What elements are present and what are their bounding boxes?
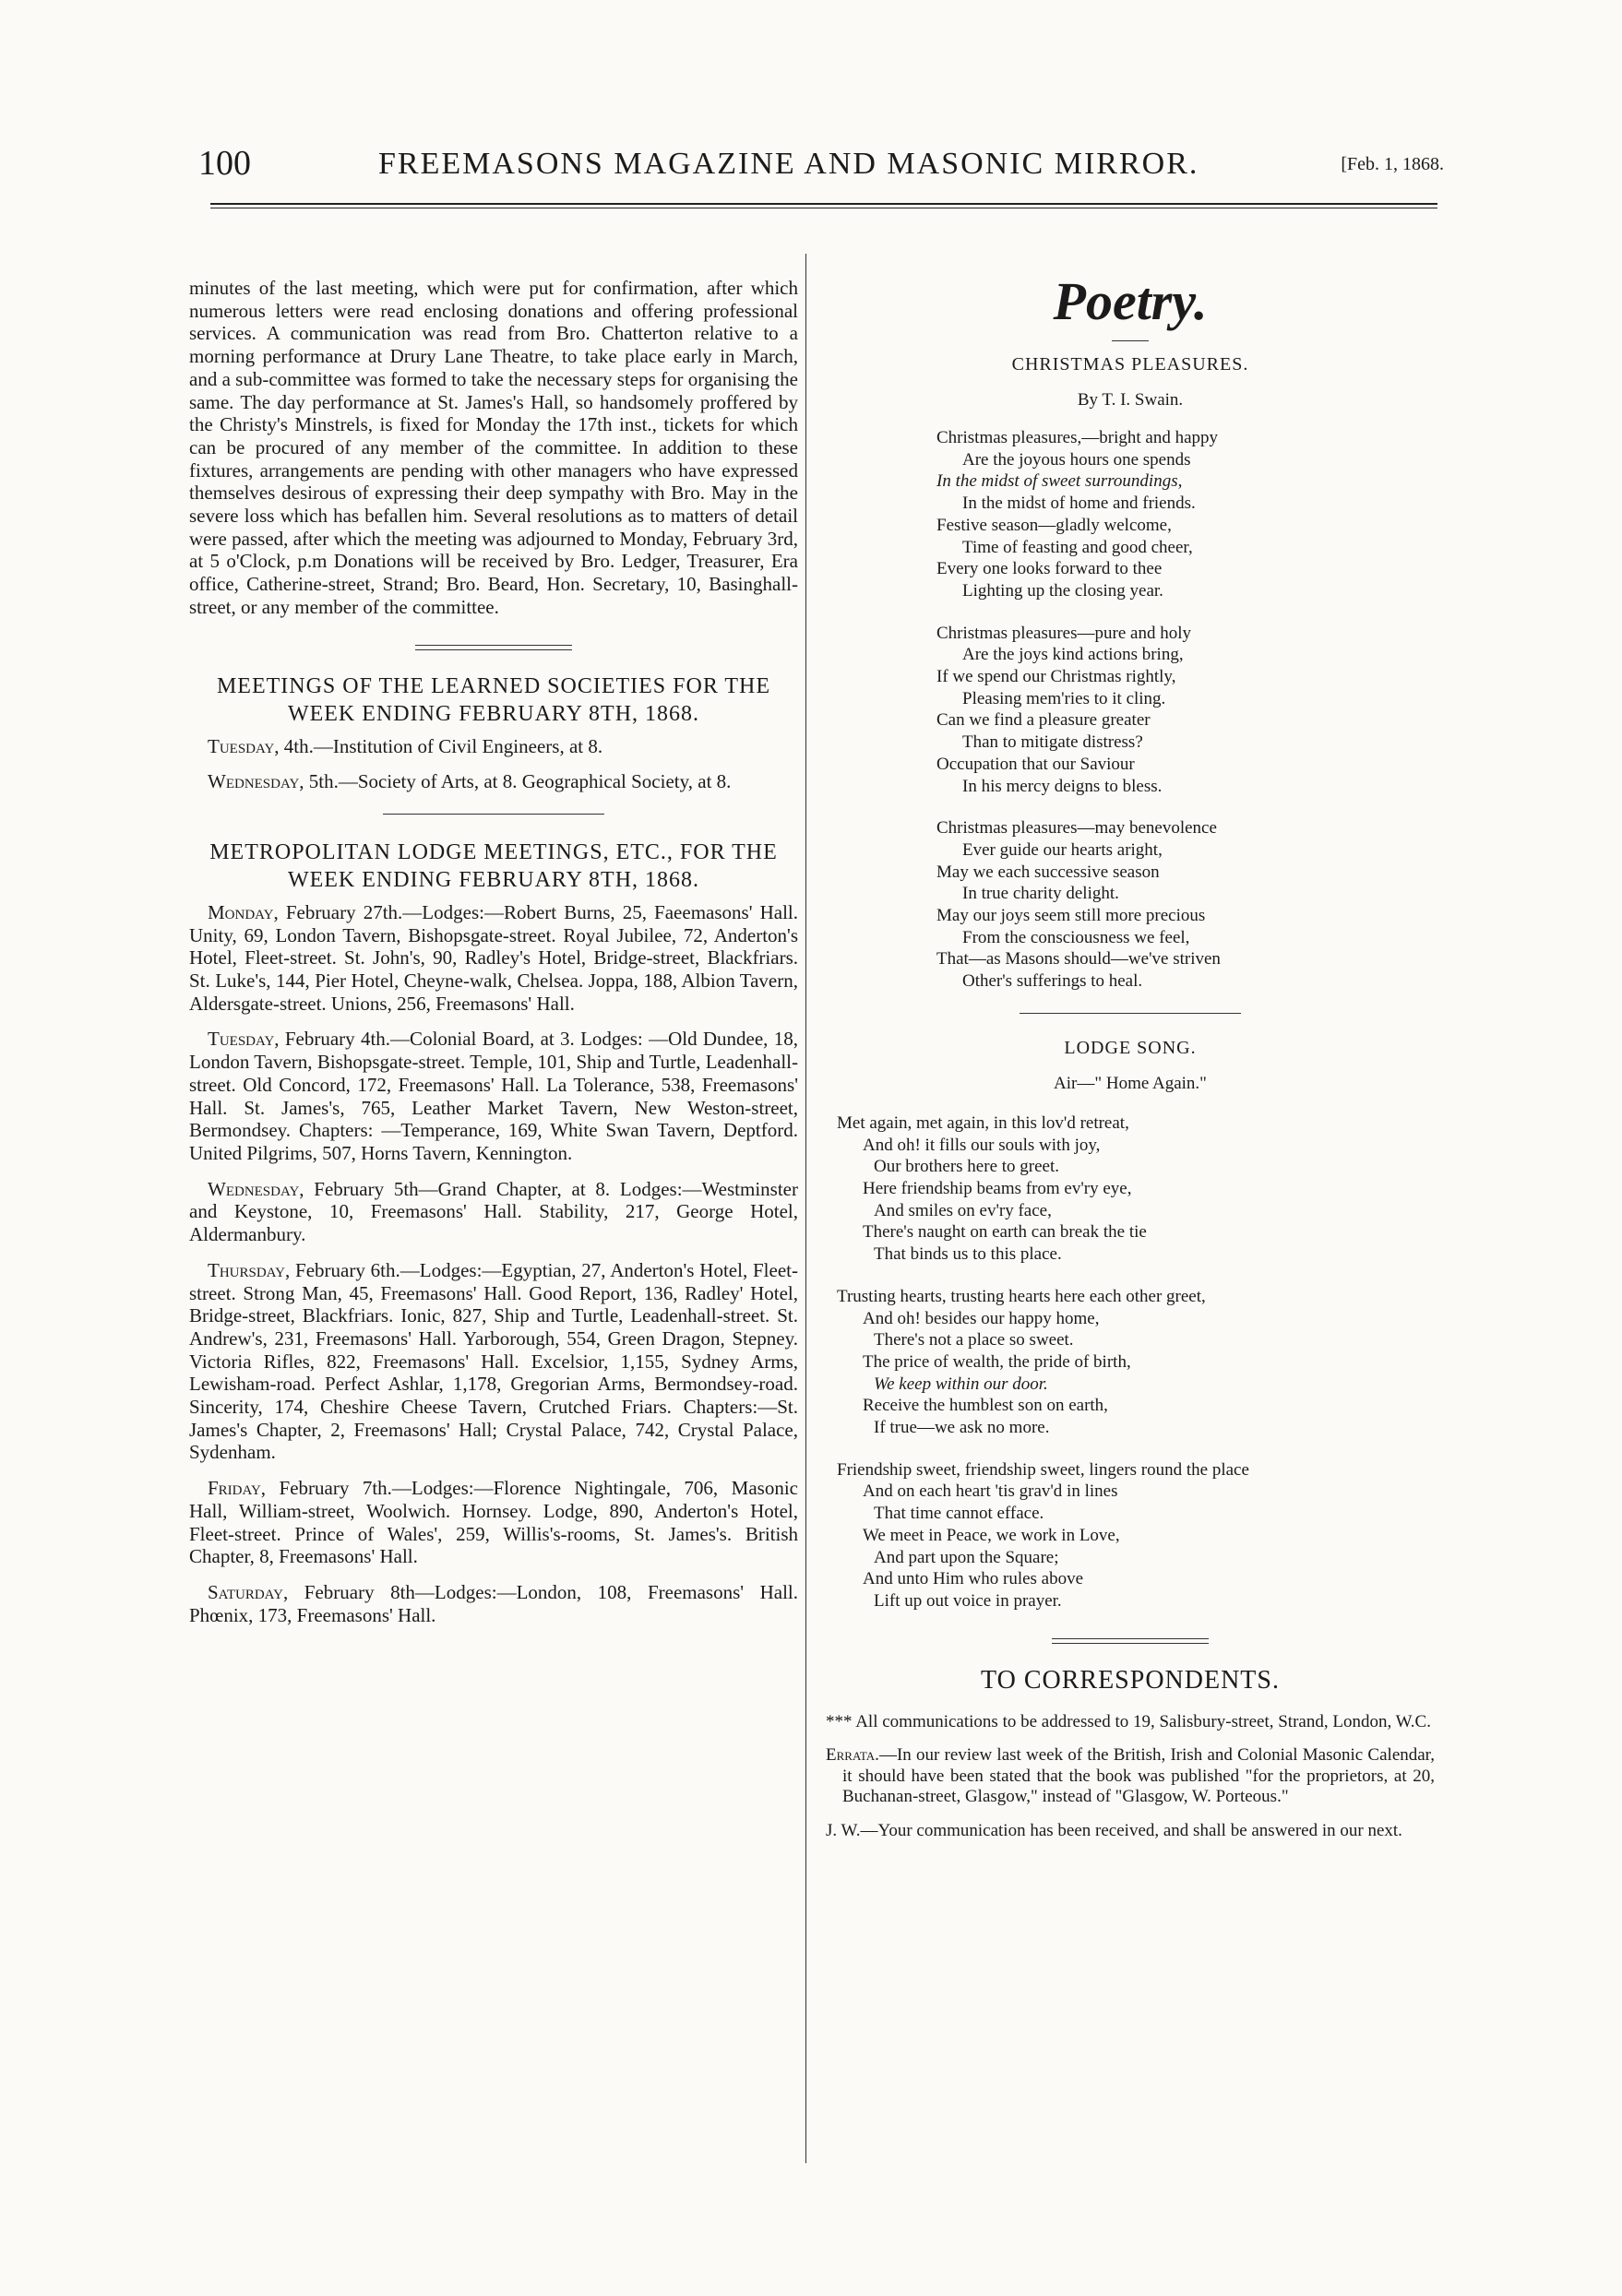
- poem-line: The price of wealth, the pride of birth,: [863, 1351, 1131, 1372]
- poem-line: In the midst of home and friends.: [962, 494, 1196, 514]
- poem-line: Than to mitigate distress?: [962, 732, 1143, 753]
- learned-societies-title: MEETINGS OF THE LEARNED SOCIETIES FOR THE WEEK ENDING FEBRUARY 8TH, 1868.: [216, 673, 771, 726]
- poem-line: And smiles on ev'ry face,: [874, 1200, 1052, 1220]
- poem-line: Ever guide our hearts aright,: [962, 839, 1163, 860]
- note-text: —Your communication has been received, and shall be answered in our next.: [860, 1820, 1402, 1840]
- stanza: [826, 1112, 1435, 1266]
- poem-author: By T. I. Swain.: [1077, 390, 1184, 410]
- page-number: 100: [198, 144, 251, 183]
- day-label: Tuesday,: [208, 1028, 280, 1051]
- section-divider: [415, 645, 572, 650]
- poem-line: Met again, met again, in this lov'd retreat,: [837, 1112, 1129, 1133]
- poem-lodge-song: [826, 1038, 1435, 1612]
- poem-line: Our brothers here to greet.: [874, 1157, 1060, 1177]
- poem-line: We keep within our door.: [874, 1374, 1048, 1394]
- meeting-item: [189, 1178, 798, 1246]
- poem-line: That time cannot efface.: [874, 1504, 1044, 1524]
- poem-line: Every one looks forward to thee: [936, 559, 1163, 579]
- poem-title: CHRISTMAS PLEASURES.: [1011, 354, 1249, 375]
- learned-item: [189, 770, 798, 793]
- poem-line: That binds us to this place.: [874, 1244, 1062, 1265]
- poem-line: Trusting hearts, trusting hearts here each other greet,: [837, 1286, 1206, 1306]
- header-rule: [210, 203, 1437, 208]
- day-label: Wednesday,: [208, 770, 304, 793]
- poem-line: There's naught on earth can break the tie: [863, 1222, 1147, 1243]
- poem-line: Festive season—gladly welcome,: [936, 515, 1172, 535]
- note-lead: ***: [826, 1711, 856, 1731]
- note-lead: J. W.: [826, 1820, 861, 1840]
- item-text: February 7th.—Lodges:—Florence Nightingale, 706, Masonic Hall, William-street, Woolwich. Hornsey. Lodge, 890, Anderton's Hotel, Fleet-street. Prince of Wales', 259, Willis's-rooms, St. James's. British Chapter, 8, Freemasons' Hall.: [189, 1477, 798, 1568]
- poem-line: Receive the humblest son on earth,: [863, 1396, 1108, 1416]
- poem-line: From the consciousness we feel,: [962, 927, 1190, 947]
- correspondent-note: [826, 1821, 1435, 1842]
- poem-title: LODGE SONG.: [1064, 1037, 1197, 1058]
- poem-line: If true—we ask no more.: [874, 1418, 1050, 1438]
- poem-line: If we spend our Christmas rightly,: [936, 667, 1176, 687]
- item-text: February 27th.—Lodges:—Robert Burns, 25, Faeemasons' Hall. Unity, 69, London Tavern, Bishopsgate-street. Royal Jubilee, 72, Anderton's Hotel, Fleet-street. St. John's, 90, Radley's Hotel, Bridge-street, Blackfriars. St. Luke's, 144, Pier Hotel, Cheyne-walk, Chelsea. Joppa, 188, Albion Tavern, Aldersgate-street. Unions, 256, Freemasons' Hall.: [189, 900, 798, 1015]
- poem-line: We meet in Peace, we work in Love,: [863, 1525, 1120, 1545]
- poem-line: Are the joyous hours one spends: [962, 449, 1191, 470]
- poem-line: Are the joys kind actions bring,: [962, 645, 1184, 665]
- item-text: February 8th—Lodges:—London, 108, Freemasons' Hall. Phœnix, 173, Freemasons' Hall.: [189, 1580, 798, 1626]
- poem-line: And oh! besides our happy home,: [863, 1308, 1100, 1328]
- poem-line: In true charity delight.: [962, 884, 1119, 904]
- meeting-item: [189, 1477, 798, 1568]
- meeting-item: [189, 1028, 798, 1164]
- correspondent-note: [826, 1745, 1435, 1808]
- issue-date: [Feb. 1, 1868.: [1341, 154, 1444, 174]
- poem-line: Christmas pleasures,—bright and happy: [936, 428, 1219, 447]
- poetry-heading: Poetry.: [1053, 271, 1208, 331]
- learned-item: [189, 735, 798, 758]
- day-label: Tuesday,: [208, 734, 280, 757]
- section-divider: [1052, 1638, 1209, 1644]
- poem-line: Occupation that our Saviour: [936, 754, 1135, 774]
- poem-line: And part upon the Square;: [874, 1547, 1059, 1567]
- day-label: Saturday,: [208, 1580, 289, 1603]
- poem-line: And on each heart 'tis grav'd in lines: [863, 1481, 1118, 1502]
- note-text: All communications to be addressed to 19, Salisbury-street, Strand, London, W.C.: [855, 1711, 1431, 1731]
- poem-line: Time of feasting and good cheer,: [962, 537, 1193, 557]
- poem-line: Friendship sweet, friendship sweet, lingers round the place: [837, 1459, 1249, 1480]
- poem-line: There's not a place so sweet.: [874, 1330, 1074, 1350]
- poem-line: Here friendship beams from ev'ry eye,: [863, 1178, 1132, 1198]
- section-divider: [1020, 1013, 1241, 1014]
- left-column: [189, 277, 798, 1639]
- poem-line: Can we find a pleasure greater: [936, 710, 1151, 731]
- right-column: [826, 271, 1435, 1854]
- masthead-title: FREEMASONS MAGAZINE AND MASONIC MIRROR.: [378, 147, 1199, 181]
- item-text: 4th.—Institution of Civil Engineers, at 8.: [279, 734, 603, 757]
- note-lead: Errata.: [826, 1745, 879, 1766]
- poem-line: Christmas pleasures—pure and holy: [936, 623, 1191, 643]
- item-text: February 5th—Grand Chapter, at 8. Lodges:—Westminster and Keystone, 10, Freemasons' Hall. Stability, 217, George Hotel, Aldermanbury.: [189, 1177, 798, 1246]
- poem-line: Lighting up the closing year.: [962, 580, 1163, 601]
- poem-line: May we each successive season: [936, 862, 1160, 882]
- meeting-item: [189, 1581, 798, 1626]
- day-label: Monday,: [208, 900, 279, 923]
- stanza: [826, 427, 1435, 602]
- correspondent-note: [826, 1712, 1435, 1733]
- stanza: [826, 623, 1435, 798]
- stanza: [826, 817, 1435, 993]
- stanza: [826, 1286, 1435, 1439]
- meeting-item: [189, 901, 798, 1016]
- note-text: —In our review last week of the British, Irish and Colonial Masonic Calendar, it should have been stated that the book was published "for the proprietors, at 20, Buchanan-street, Glasgow," instead of "Glasgow, W. Porteous.": [842, 1745, 1435, 1807]
- page-header: [198, 143, 1444, 198]
- poem-line: May our joys seem still more precious: [936, 906, 1206, 926]
- section-divider: [383, 814, 604, 815]
- heading-rule: [1112, 340, 1149, 341]
- poem-line: Other's sufferings to heal.: [962, 971, 1143, 992]
- poem-line: Pleasing mem'ries to it cling.: [962, 688, 1166, 708]
- day-label: Thursday,: [208, 1258, 291, 1281]
- poem-line: Lift up out voice in prayer.: [874, 1590, 1062, 1611]
- correspondents-title: TO CORRESPONDENTS.: [981, 1665, 1280, 1695]
- item-text: 5th.—Society of Arts, at 8. Geographical Society, at 8.: [304, 770, 732, 793]
- meeting-item: [189, 1259, 798, 1464]
- poem-line: And oh! it fills our souls with joy,: [863, 1135, 1101, 1155]
- poem-line: And unto Him who rules above: [863, 1569, 1084, 1589]
- poem-air: Air—" Home Again.": [1054, 1073, 1207, 1093]
- poem-line: Christmas pleasures—may benevolence: [936, 818, 1217, 839]
- poem-line: In his mercy deigns to bless.: [962, 776, 1163, 796]
- poem-line: That—as Masons should—we've striven: [936, 949, 1221, 970]
- poem-line: In the midst of sweet surroundings,: [936, 471, 1183, 492]
- column-divider: [805, 254, 806, 2163]
- item-text: February 4th.—Colonial Board, at 3. Lodges: —Old Dundee, 18, London Tavern, Bishopsgate-street. Temple, 101, Ship and Turtle, Leadenhall-street. Old Concord, 172, Freemasons' Hall. La Tolerance, 538, Freemasons' Hall. St. James's, 765, Leather Market Tavern, New Weston-street, Bermondsey. Chapters: —Temperance, 169, White Swan Tavern, Deptford. United Pilgrims, 507, Horns Tavern, Kennington.: [189, 1028, 798, 1164]
- item-text: February 6th.—Lodges:—Egyptian, 27, Anderton's Hotel, Fleet-street. Strong Man, 45, Freemasons' Hall. Good Report, 136, Radley' Hotel, Bridge-street, Blackfriars. Ionic, 827, Ship and Turtle, Leadenhall-street. St. Andrew's, 231, Freemasons' Hall. Yarborough, 554, Green Dragon, Stepney. Victoria Rifles, 822, Freemasons' Hall. Excelsior, 1,155, Sydney Arms, Lewisham-road. Perfect Ashlar, 1,178, Gregorian Arms, Bermondsey-road. Sincerity, 174, Cheshire Cheese Tavern, Crutched Friars. Chapters:—St. James's Chapter, 2, Freemasons' Hall; Crystal Palace, 742, Crystal Palace, Sydenham.: [189, 1258, 798, 1464]
- stanza: [826, 1459, 1435, 1612]
- metropolitan-meetings-title: METROPOLITAN LODGE MEETINGS, ETC., FOR THE WEEK ENDING FEBRUARY 8TH, 1868.: [209, 839, 778, 892]
- day-label: Friday,: [208, 1477, 267, 1500]
- day-label: Wednesday,: [208, 1177, 304, 1200]
- poem-christmas-pleasures: [826, 354, 1435, 993]
- intro-paragraph: minutes of the last meeting, which were put for confirmation, after which numerous letters were read enclosing donations and offering professional services. A communication was read from Bro. Chatterton relative to a morning performance at Drury Lane Theatre, to take place early in March, and a sub-committee was formed to take the necessary steps for organising the same. The day performance at St. James's Hall, so handsomely proffered by the Christy's Minstrels, is fixed for Monday the 17th inst., tickets for which can be procured of any member of the committee. In addition to these fixtures, arrangements are pending with other managers who have expressed themselves desirous of expressing their deep sympathy with Bro. May in the severe loss which has befallen him. Several resolutions as to matters of detail were passed, after which the meeting was adjourned to Monday, February 3rd, at 5 o'Clock, p.m Donations will be received by Bro. Ledger, Treasurer, Era office, Catherine-street, Strand; Bro. Beard, Hon. Secretary, 10, Basinghall-street, or any member of the committee.: [189, 277, 798, 618]
